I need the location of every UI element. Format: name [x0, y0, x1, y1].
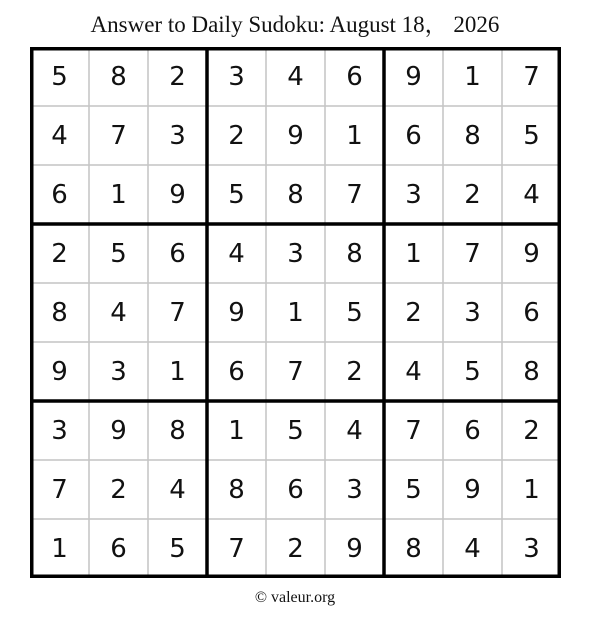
sudoku-cell: 1	[287, 297, 304, 328]
sudoku-cell: 6	[287, 474, 304, 505]
sudoku-cell: 2	[523, 415, 540, 446]
sudoku-cell: 8	[110, 61, 127, 92]
sudoku-cell: 6	[405, 120, 422, 151]
sudoku-cell: 9	[464, 474, 481, 505]
sudoku-cell: 6	[464, 415, 481, 446]
sudoku-cell: 1	[228, 415, 245, 446]
sudoku-cell: 5	[523, 120, 540, 151]
sudoku-cell: 8	[228, 474, 245, 505]
sudoku-cell: 6	[523, 297, 540, 328]
sudoku-cell: 6	[110, 533, 127, 564]
sudoku-cell: 1	[51, 533, 68, 564]
sudoku-cell: 2	[287, 533, 304, 564]
sudoku-cell: 3	[228, 61, 245, 92]
copyright-footer: © valeur.org	[254, 589, 336, 606]
sudoku-cell: 9	[228, 297, 245, 328]
sudoku-cell: 6	[169, 238, 186, 269]
sudoku-cell: 3	[169, 120, 186, 151]
sudoku-cell: 8	[523, 356, 540, 387]
sudoku-cell: 7	[346, 179, 363, 210]
sudoku-board	[30, 47, 561, 578]
sudoku-cell: 3	[523, 533, 540, 564]
sudoku-cell: 2	[228, 120, 245, 151]
sudoku-cell: 1	[464, 61, 481, 92]
sudoku-cell: 7	[169, 297, 186, 328]
sudoku-cell: 2	[405, 297, 422, 328]
page-title: Answer to Daily Sudoku: August 18， 2026	[90, 12, 500, 37]
sudoku-cell: 2	[51, 238, 68, 269]
sudoku-cell: 4	[346, 415, 363, 446]
sudoku-cell: 6	[51, 179, 68, 210]
sudoku-cell: 4	[464, 533, 481, 564]
sudoku-cell: 8	[287, 179, 304, 210]
sudoku-cell: 4	[169, 474, 186, 505]
sudoku-cell: 2	[169, 61, 186, 92]
sudoku-cell: 2	[464, 179, 481, 210]
sudoku-cell: 4	[51, 120, 68, 151]
sudoku-cell: 9	[51, 356, 68, 387]
sudoku-cell: 5	[110, 238, 127, 269]
sudoku-cell: 5	[287, 415, 304, 446]
sudoku-cell: 7	[287, 356, 304, 387]
sudoku-cell: 7	[228, 533, 245, 564]
sudoku-cell: 4	[110, 297, 127, 328]
sudoku-cell: 4	[405, 356, 422, 387]
sudoku-cell: 1	[346, 120, 363, 151]
sudoku-cell: 9	[287, 120, 304, 151]
sudoku-cell: 4	[523, 179, 540, 210]
sudoku-cell: 3	[464, 297, 481, 328]
sudoku-cell: 9	[405, 61, 422, 92]
sudoku-cell: 9	[110, 415, 127, 446]
sudoku-cell: 4	[228, 238, 245, 269]
sudoku-cell: 4	[287, 61, 304, 92]
sudoku-cell: 9	[523, 238, 540, 269]
sudoku-cell: 8	[169, 415, 186, 446]
sudoku-cell: 8	[464, 120, 481, 151]
sudoku-cell: 8	[51, 297, 68, 328]
sudoku-cell: 3	[405, 179, 422, 210]
sudoku-cell: 6	[346, 61, 363, 92]
sudoku-cell: 7	[51, 474, 68, 505]
sudoku-cell: 5	[228, 179, 245, 210]
sudoku-cell: 9	[169, 179, 186, 210]
sudoku-cell: 1	[405, 238, 422, 269]
sudoku-cell: 1	[169, 356, 186, 387]
sudoku-cell: 3	[51, 415, 68, 446]
sudoku-cell: 7	[405, 415, 422, 446]
sudoku-cell: 1	[110, 179, 127, 210]
sudoku-cell: 5	[346, 297, 363, 328]
sudoku-cell: 2	[110, 474, 127, 505]
sudoku-cell: 5	[169, 533, 186, 564]
sudoku-cell: 3	[110, 356, 127, 387]
sudoku-cell: 8	[346, 238, 363, 269]
sudoku-cell: 1	[523, 474, 540, 505]
sudoku-cell: 7	[523, 61, 540, 92]
sudoku-cell: 5	[405, 474, 422, 505]
sudoku-cell: 5	[51, 61, 68, 92]
sudoku-cell: 3	[346, 474, 363, 505]
sudoku-cell: 7	[110, 120, 127, 151]
sudoku-cell: 3	[287, 238, 304, 269]
sudoku-cell: 6	[228, 356, 245, 387]
sudoku-cell: 9	[346, 533, 363, 564]
sudoku-cell: 8	[405, 533, 422, 564]
sudoku-cell: 5	[464, 356, 481, 387]
sudoku-cell: 2	[346, 356, 363, 387]
sudoku-cell: 7	[464, 238, 481, 269]
